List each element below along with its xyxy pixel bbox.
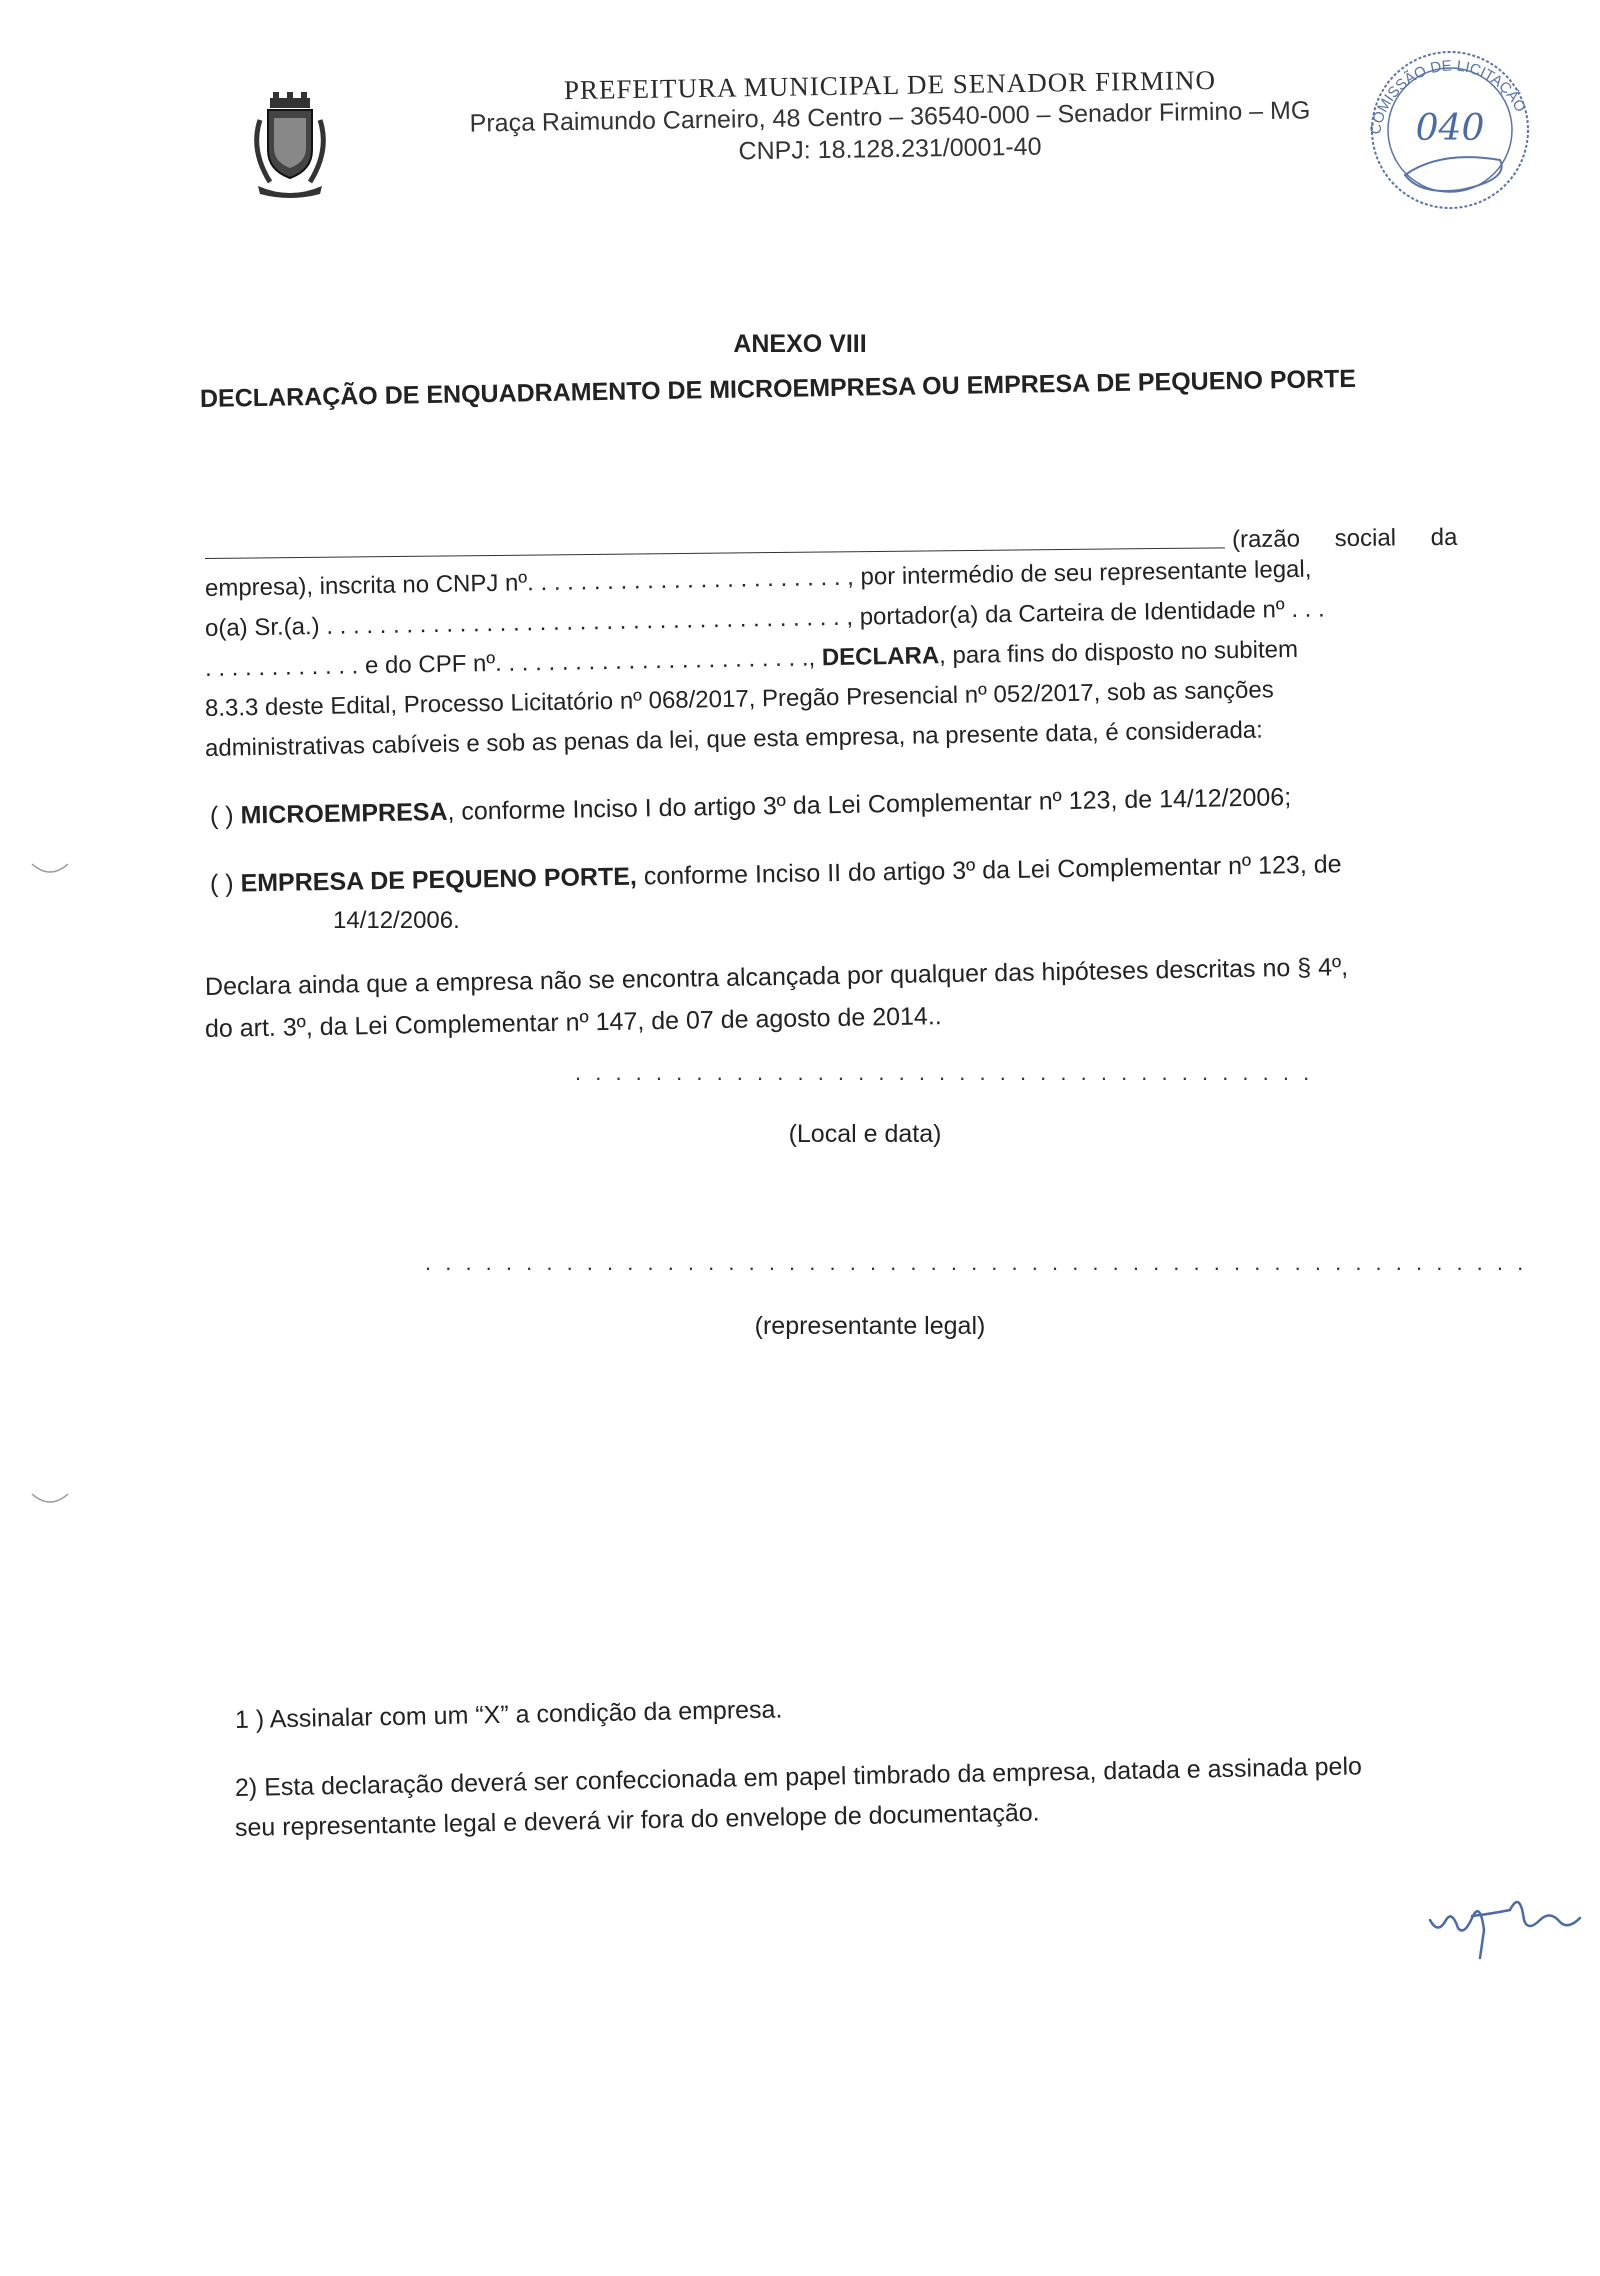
municipality-name: PREFEITURA MUNICIPAL DE SENADOR FIRMINO	[563, 64, 1217, 106]
option-microempresa: ( ) MICROEMPRESA, conforme Inciso I do artigo 3º da Lei Complementar nº 123, de 14/12/2006;	[209, 783, 1292, 830]
commission-stamp	[1350, 40, 1550, 220]
razao-social-label: (razão social da	[1231, 523, 1458, 554]
additional-line-2: do art. 3º, da Lei Complementar nº 147, de 07 de agosto de 2014..	[204, 1002, 942, 1043]
body-line-4: 8.3.3 deste Edital, Processo Licitatório nº 068/2017, Pregão Presencial nº 052/2017, sob as sanções	[204, 676, 1274, 722]
municipality-cnpj: CNPJ: 18.128.231/0001-40	[738, 132, 1042, 166]
declaration-title: DECLARAÇÃO DE ENQUADRAMENTO DE MICROEMPRESA OU EMPRESA DE PEQUENO PORTE	[199, 364, 1357, 413]
municipality-address: Praça Raimundo Carneiro, 48 Centro – 36540-000 – Senador Firmino – MG	[469, 96, 1311, 138]
annex-title: ANEXO VIII	[733, 330, 867, 358]
option-pequeno-porte-continuation: 14/12/2006.	[333, 907, 460, 934]
municipal-crest-icon	[240, 90, 340, 200]
option-checkbox: ( )	[209, 869, 234, 898]
note-2-line-1: 2) Esta declaração deverá ser confeccionada em papel timbrado da empresa, datada e assinada pelo	[234, 1752, 1363, 1802]
body-line-1: empresa), inscrita no CNPJ nº. . . . . . . . . . . . . . . . . . . . . . . . , por intermédio de seu representante legal,	[204, 555, 1312, 602]
option-checkbox: ( )	[209, 801, 234, 830]
stamp-number: 040	[1415, 108, 1485, 149]
punch-hole-mark	[30, 1490, 70, 1510]
representative-blank: . . . . . . . . . . . . . . . . . . . . . . . . . . . . . . . . . . . . . . . . . . . . . . . . . . . . . . .	[425, 1250, 1528, 1275]
body-line-2: o(a) Sr.(a.) . . . . . . . . . . . . . . . . . . . . . . . . . . . . . . . . . . . . . . . , portador(a) da Carteira de Identidade nº . . .	[204, 595, 1325, 642]
note-2-line-2: seu representante legal e deverá vir fora do envelope de documentação.	[234, 1798, 1040, 1842]
letterhead	[440, 64, 1340, 166]
handwritten-signature	[1420, 1880, 1600, 1960]
body-line-3: . . . . . . . . . . . . e do CPF nº. . . . . . . . . . . . . . . . . . . . . . . ., DECLARA, para fins do disposto no subitem	[204, 635, 1299, 682]
place-date-label: (Local e data)	[788, 1120, 942, 1148]
declara-keyword: DECLARA	[821, 642, 940, 672]
additional-line-1: Declara ainda que a empresa não se encontra alcançada por qualquer das hipóteses descritas no § 4º,	[204, 953, 1349, 1001]
place-date-blank: . . . . . . . . . . . . . . . . . . . . . . . . . . . . . . . . . . . . .	[575, 1060, 1314, 1085]
representative-label: (representante legal)	[754, 1312, 986, 1340]
punch-hole-mark	[30, 860, 70, 880]
option-pequeno-porte: ( ) EMPRESA DE PEQUENO PORTE, conforme Inciso II do artigo 3º da Lei Complementar nº 123, de	[209, 850, 1342, 898]
note-1: 1 ) Assinalar com um “X” a condição da empresa.	[234, 1695, 783, 1734]
body-line-5: administrativas cabíveis e sob as penas da lei, que esta empresa, na presente data, é considerada:	[204, 716, 1264, 762]
stamp-arc-text: COMISSÃO DE LICITAÇÃO	[1366, 57, 1529, 136]
